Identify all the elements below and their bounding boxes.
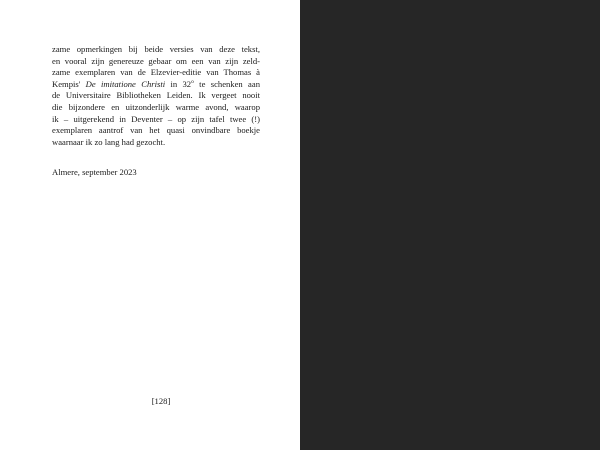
text-line-3: zame exemplaren van de Elzevier-editie van Thomas à	[52, 67, 260, 78]
text-line-5: de Universitaire Bibliotheken Leiden. Ik vergeet nooit	[52, 90, 260, 101]
text-line-2: en vooral zijn genereuze gebaar om een van zijn zeld-	[52, 55, 260, 66]
line4-middle: in 32	[165, 78, 192, 89]
page-number: [128]	[151, 396, 171, 406]
book-title-italic: De imitatione Christi	[85, 78, 166, 89]
line4-suffix: te schenken aan	[193, 78, 260, 89]
format-superscript: o	[191, 78, 194, 85]
text-line-7: ik – uitgerekend in Deventer – op zijn tafel twee (!)	[52, 113, 260, 124]
dark-empty-pane	[300, 0, 600, 450]
text-line-4	[52, 79, 260, 91]
line4-prefix: Kempis'	[52, 78, 86, 89]
text-line-8: exemplaren aantrof van het quasi onvindbare boekje	[52, 125, 260, 136]
signoff-place-date: Almere, september 2023	[52, 167, 137, 177]
text-line-9: waarnaar ik zo lang had gezocht.	[52, 136, 166, 147]
text-line-6: die bijzondere en uitzonderlijk warme avond, waarop	[52, 101, 260, 112]
text-line-1: zame opmerkingen bij beide versies van deze tekst,	[52, 44, 260, 54]
body-paragraph	[52, 44, 260, 148]
